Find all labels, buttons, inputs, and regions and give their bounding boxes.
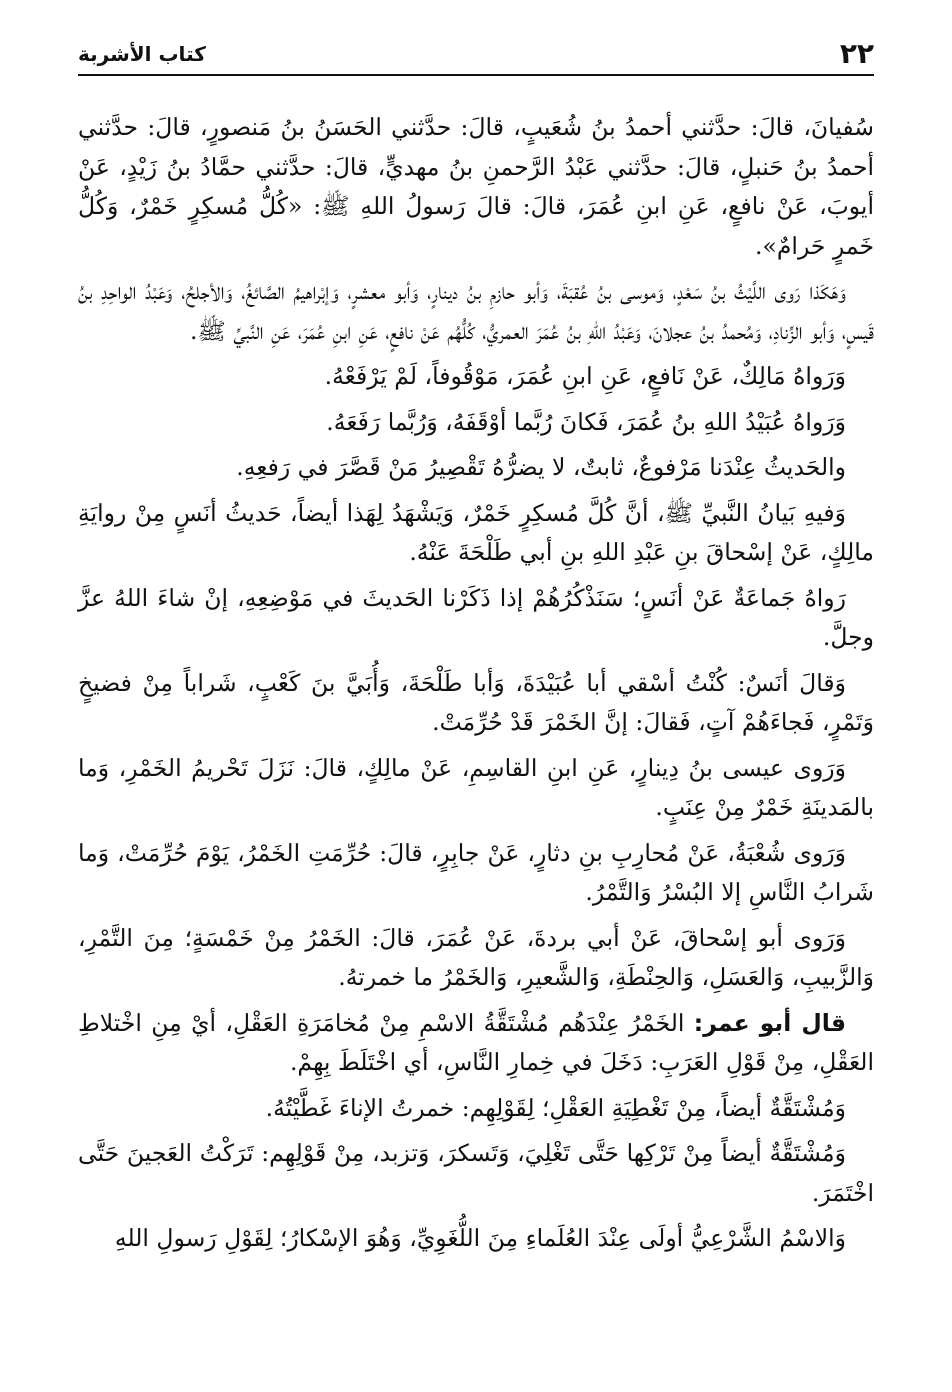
paragraph-13: وَمُشْتَقَّةٌ أيضاً، مِنْ تَغْطِيَةِ العَقْلِ؛ لِقَوْلِهِم: خمرتُ الإناءَ غَطَّيْتُهُ.	[265, 1093, 846, 1122]
paragraph-11: وَرَوى أبو إسْحاقَ، عَنْ أبي بردةَ، عَنْ عُمَرَ، قالَ: الخَمْرُ مِنْ خَمْسَةٍ؛ مِنَ التَّمْرِ، وَالزَّبيبِ، وَالعَسَلِ، وَالحِنْطَةِ، وَالشَّعيرِ، وَالخَمْرُ ما خمرتهُ.	[78, 923, 874, 991]
paragraph-12-text: الخَمْرُ عِنْدَهُم مُشْتَقَّةُ الاسْمِ مِنْ مُخامَرَةِ العَقْلِ، أيْ مِنِ اخْتلاطِ العَقْلِ، مِنْ قَوْلِ العَرَبِ: دَخَلَ في خِمارِ النَّاسِ، أي اخْتَلَطَ بِهِمْ.	[78, 1008, 874, 1076]
page-header	[78, 30, 874, 76]
page-number: ٢٢	[839, 37, 874, 70]
paragraph-5: والحَديثُ عِنْدَنا مَرْفوعٌ، ثابتٌ، لا يضرُّهُ تَقْصِيرُ مَنْ قَصَّرَ في رَفعِهِ.	[236, 453, 846, 481]
paragraph-7: رَواهُ جَماعَةٌ عَنْ أنَسٍ؛ سَنَذْكُرُهُمْ إذا ذَكَرْنا الحَديثَ في مَوْضِعِهِ، إنْ شاءَ اللهُ عزَّ وجلَّ.	[78, 583, 874, 651]
paragraph-2: وَهَكَذا رَوى اللَّيْثُ بنُ سَعْدٍ، وَموسى بنُ عُقبَةَ، وَأبو حازمِ بنُ دينارٍ، وَأبو معشرٍ، وَإبْراهيمُ الصَّائغُ، وَالأجلحُ، وَعَبْدُ الواحِدِ بنُ قَيسٍ، وَأبو الزِّنادِ، وَمُحمدُ بنُ عجلانَ، وَعَبْدُ اللهِ بنُ عُمَرَ العمريُّ، كُلُّهُم عَنْ نافعٍ، عَنِ ابنِ عُمَرَ، عَنِ النَّبيِّ ﷺ.	[78, 277, 874, 345]
paragraph-15: وَالاسْمُ الشَّرْعِيُّ أولَى عِنْدَ العُلَماءِ مِنَ اللُّغَوِيِّ، وَهُوَ الإسْكارُ؛ لِقَوْلِ رَسولِ اللهِ	[114, 1224, 846, 1252]
paragraph-6: وَفيهِ بَيانُ النَّبيِّ ﷺ، أنَّ كُلَّ مُسكِرٍ خَمْرٌ، وَيَشْهَدُ لِهَذا أيضاً، حَديثُ أنَسٍ مِنْ روايَةِ مالِكٍ، عَنْ إسْحاقَ بنِ عَبْدِ اللهِ بنِ أبي طَلْحَةَ عَنْهُ.	[78, 498, 874, 566]
paragraph-12	[78, 1004, 874, 1083]
paragraph-4: وَرَواهُ عُبَيْدُ اللهِ بنُ عُمَرَ، فَكانَ رُبَّما أوْقَفَهُ، وَرُبَّما رَفَعَهُ.	[326, 407, 846, 436]
page-body	[78, 108, 874, 1265]
paragraph-8: وَقالَ أنَسٌ: كُنْتُ أسْقي أبا عُبَيْدَةَ، وَأبا طَلْحَةَ، وَأُبَيَّ بنَ كَعْبٍ، شَراباً مِنْ فضيخٍ وَتَمْرٍ، فَجاءَهُمْ آتٍ، فَقالَ: إنَّ الخَمْرَ قَدْ حُرِّمَتْ.	[78, 668, 874, 736]
chapter-title: كتاب الأشربة	[78, 42, 206, 66]
paragraph-1: سُفيانَ، قالَ: حدَّثني أحمدُ بنُ شُعَيبٍ، قالَ: حدَّثني الحَسَنُ بنُ مَنصورٍ، قالَ: حدَّثني أحمدُ بنُ حَنبلٍ، قالَ: حدَّثني عَبْدُ الرَّحمنِ بنُ مهديٍّ، قالَ: حدَّثني حمَّادُ بنُ زَيْدٍ، عَنْ أيوبَ، عَنْ نافعٍ، عَنِ ابنِ عُمَرَ، قالَ: قالَ رَسولُ اللهِ ﷺ: «كُلُّ مُسكِرٍ خَمْرٌ، وَكُلُّ خَمرٍ حَرامٌ».	[78, 113, 874, 260]
speaker-label: قال أبو عمر:	[693, 1008, 846, 1037]
paragraph-9: وَرَوى عيسى بنُ دِينارٍ، عَنِ ابنِ القاسِمِ، عَنْ مالِكٍ، قالَ: نَزَلَ تَحْريمُ الخَمْرِ، وَما بالمَدينَةِ خَمْرٌ مِنْ عِنَبٍ.	[78, 753, 874, 821]
paragraph-14: وَمُشْتَقَّةٌ أيضاً مِنْ تَرْكِها حَتَّى تَغْلِيَ، وَتَسكرَ، وَتزبد، مِنْ قَوْلِهِم: تَرَكْتُ العَجينَ حَتَّى اخْتَمَرَ.	[78, 1139, 874, 1207]
paragraph-10: وَرَوى شُعْبَةُ، عَنْ مُحارِبِ بنِ دثارٍ، عَنْ جابِرٍ، قالَ: حُرِّمَتِ الخَمْرُ، يَوْمَ حُرِّمَتْ، وَما شَرابُ النَّاسِ إلا البُسْرُ وَالتَّمْرُ.	[78, 838, 874, 906]
paragraph-3: وَرَواهُ مَالِكٌ، عَنْ نَافعٍ، عَنِ ابنِ عُمَرَ، مَوْقُوفاً، لَمْ يَرْفَعْهُ.	[324, 362, 846, 390]
